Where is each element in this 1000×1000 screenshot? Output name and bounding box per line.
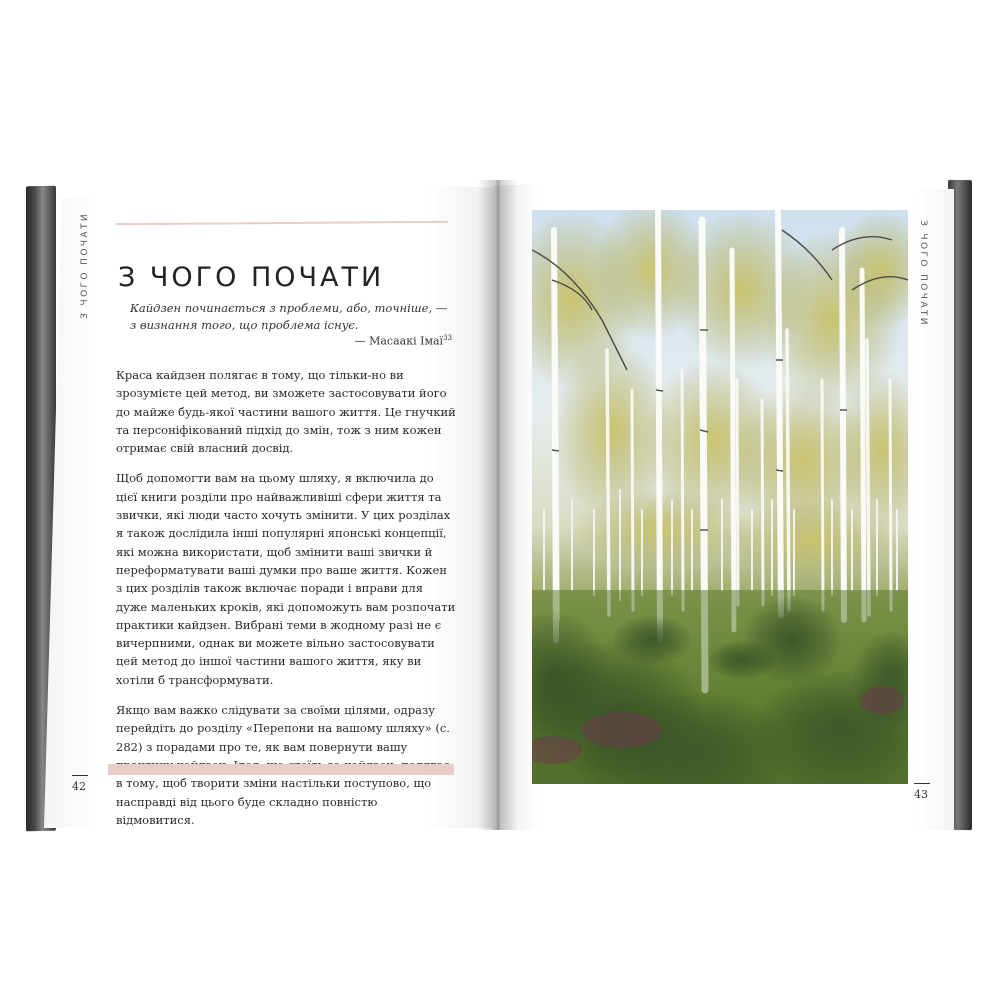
- epigraph-author-name: — Масаакі Імаї: [354, 334, 444, 348]
- book-spine-shadow: [478, 180, 518, 830]
- chapter-title: З ЧОГО ПОЧАТИ: [118, 262, 385, 293]
- birch-grove-illustration: [532, 210, 908, 784]
- page-number-right: 43: [914, 788, 928, 801]
- right-running-head: З ЧОГО ПОЧАТИ: [918, 220, 928, 327]
- body-paragraph-3: Якщо вам важко слідувати за своїми цілями, одразу перейдіть до розділу «Перепони на вашому шляху» (с. 282) з порадами про те, як вам повернути вашу в тому, щоб творити зміни настільки поступово, що насправді від цього буде складно повністю відмовитися.: [116, 703, 450, 827]
- birch-grove-photo: [532, 210, 908, 784]
- epigraph-author: [300, 334, 452, 348]
- body-paragraph-2: Щоб допомогти вам на цьому шляху, я включила до цієї книги розділи про найважливіші сфери життя та звички, які люди часто хочуть змінити. У цих розділах я також дослідила інші популярні японські концепції, які можна використати, щоб змінити ваші звички й переформатувати ваші думки про ваше життя. Кожен з цих розділів також включає поради і вправи для дуже маленьких кроків, які допоможуть вам розпочати практики кайдзен. Вибрані теми в жодному разі не є вичерпними, однак ви можете вільно застосовувати цей метод до іншої частини вашого життя, яку ви хотіли б трансформувати.: [116, 471, 456, 687]
- epigraph-quote: Кайдзен починається з проблеми, або, точніше, — з визнання того, що проблема існує.: [130, 301, 448, 332]
- page-number-left: 42: [72, 780, 86, 793]
- body-paragraph-1: Краса кайдзен полягає в тому, що тільки-но ви зрозумієте цей метод, ви зможете застосовувати його до майже будь-якої частини вашого життя. Це гнучкий та персоніфікований підхід до змін, тож з ним кожен отримає свій власний досвід.: [116, 368, 456, 456]
- left-running-head: З ЧОГО ПОЧАТИ: [80, 212, 90, 319]
- epigraph-footnote-ref: 33: [443, 334, 452, 342]
- bottom-accent-bar: [108, 764, 454, 775]
